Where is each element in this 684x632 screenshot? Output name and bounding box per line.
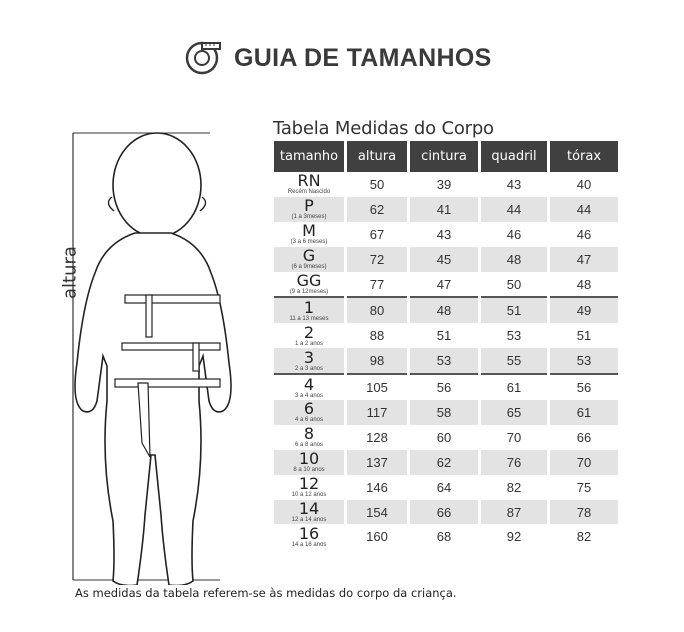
- table-body: [274, 172, 618, 549]
- measure-altura: 146: [346, 475, 409, 500]
- measure-altura: 88: [346, 323, 409, 348]
- size-age-range: 12 a 14 anos: [291, 517, 327, 524]
- table-row: [274, 348, 618, 374]
- measure-quadril: 87: [480, 500, 549, 525]
- size-code: G: [302, 246, 316, 266]
- size-age-range: 2 a 3 anos: [294, 365, 324, 372]
- measure-torax: 40: [549, 172, 619, 197]
- measure-quadril: 55: [480, 348, 549, 374]
- measure-torax: 70: [549, 450, 619, 475]
- measure-altura: 62: [346, 197, 409, 222]
- child-body-illustration: [50, 125, 275, 585]
- table-row: [274, 297, 618, 323]
- measure-cintura: 53: [409, 348, 480, 374]
- measure-altura: 72: [346, 247, 409, 272]
- table-row: [274, 450, 618, 475]
- column-header-tamanho: tamanho: [274, 141, 346, 172]
- measure-cintura: 47: [409, 272, 480, 298]
- size-code: M: [302, 221, 316, 241]
- column-header-cintura: cintura: [409, 141, 480, 172]
- size-code: P: [304, 196, 314, 216]
- size-cell: [274, 400, 346, 425]
- measure-cintura: 58: [409, 400, 480, 425]
- size-cell: [274, 348, 346, 374]
- measure-torax: 47: [549, 247, 619, 272]
- table-row: [274, 475, 618, 500]
- measure-quadril: 92: [480, 524, 549, 549]
- measure-altura: 50: [346, 172, 409, 197]
- size-code: 1: [303, 297, 315, 317]
- measure-quadril: 44: [480, 197, 549, 222]
- size-age-range: 4 a 6 anos: [294, 417, 324, 424]
- measure-cintura: 48: [409, 297, 480, 323]
- table-row: [274, 247, 618, 272]
- table-row: [274, 197, 618, 222]
- measure-torax: 56: [549, 374, 619, 400]
- measure-torax: 49: [549, 297, 619, 323]
- page-title: GUIA DE TAMANHOS: [234, 43, 492, 72]
- measure-torax: 53: [549, 348, 619, 374]
- size-age-range: 6 a 8 anos: [294, 442, 324, 449]
- measure-altura: 77: [346, 272, 409, 298]
- measure-torax: 46: [549, 222, 619, 247]
- measure-torax: 44: [549, 197, 619, 222]
- table-title: Tabela Medidas do Corpo: [273, 118, 494, 139]
- measure-altura: 154: [346, 500, 409, 525]
- measure-quadril: 43: [480, 172, 549, 197]
- column-header-altura: altura: [346, 141, 409, 172]
- size-code: 10: [298, 449, 320, 469]
- size-cell: [274, 272, 346, 298]
- table-row: [274, 222, 618, 247]
- measure-cintura: 51: [409, 323, 480, 348]
- measure-cintura: 68: [409, 524, 480, 549]
- size-code: 16: [298, 523, 320, 543]
- table-row: [274, 500, 618, 525]
- measure-torax: 78: [549, 500, 619, 525]
- size-age-range: 3 a 4 anos: [294, 392, 324, 399]
- measure-quadril: 48: [480, 247, 549, 272]
- measure-torax: 75: [549, 475, 619, 500]
- measure-torax: 51: [549, 323, 619, 348]
- measure-cintura: 66: [409, 500, 480, 525]
- size-age-range: (6 a 9meses): [291, 264, 327, 271]
- size-code: GG: [296, 271, 322, 290]
- measure-torax: 61: [549, 400, 619, 425]
- height-axis-label: altura: [59, 246, 81, 299]
- measure-cintura: 41: [409, 197, 480, 222]
- size-age-range: Recém Nascido: [287, 189, 331, 196]
- measure-altura: 160: [346, 524, 409, 549]
- size-code: 4: [303, 374, 315, 394]
- size-cell: [274, 172, 346, 197]
- measure-cintura: 64: [409, 475, 480, 500]
- table-row: [274, 524, 618, 549]
- size-age-range: (1 a 3meses): [291, 214, 327, 221]
- size-code: 6: [303, 399, 315, 419]
- size-cell: [274, 450, 346, 475]
- measure-torax: 66: [549, 425, 619, 450]
- measure-altura: 128: [346, 425, 409, 450]
- measure-quadril: 51: [480, 297, 549, 323]
- measure-quadril: 70: [480, 425, 549, 450]
- measure-quadril: 53: [480, 323, 549, 348]
- size-code: 12: [298, 474, 320, 494]
- measure-torax: 82: [549, 524, 619, 549]
- measure-cintura: 43: [409, 222, 480, 247]
- measure-cintura: 60: [409, 425, 480, 450]
- measure-altura: 137: [346, 450, 409, 475]
- size-cell: [274, 323, 346, 348]
- size-code: 2: [303, 322, 315, 342]
- size-cell: [274, 425, 346, 450]
- measure-quadril: 50: [480, 272, 549, 298]
- measure-cintura: 39: [409, 172, 480, 197]
- measuring-tape-icon: [184, 38, 224, 78]
- table-row: [274, 323, 618, 348]
- measure-cintura: 45: [409, 247, 480, 272]
- size-cell: [274, 475, 346, 500]
- size-cell: [274, 297, 346, 323]
- table-row: [274, 400, 618, 425]
- measure-cintura: 56: [409, 374, 480, 400]
- size-chart-table: [274, 141, 618, 549]
- size-code: 3: [303, 347, 315, 367]
- size-age-range: (9 a 12meses): [289, 289, 329, 295]
- size-age-range: 1 a 2 anos: [294, 340, 324, 347]
- measure-quadril: 46: [480, 222, 549, 247]
- table-row: [274, 272, 618, 298]
- measure-cintura: 62: [409, 450, 480, 475]
- page-header: [184, 38, 492, 78]
- measure-quadril: 65: [480, 400, 549, 425]
- measure-torax: 48: [549, 272, 619, 298]
- size-cell: [274, 524, 346, 549]
- table-row: [274, 425, 618, 450]
- measure-altura: 98: [346, 348, 409, 374]
- size-code: 8: [303, 424, 315, 444]
- size-cell: [274, 222, 346, 247]
- measure-altura: 117: [346, 400, 409, 425]
- measure-altura: 105: [346, 374, 409, 400]
- size-cell: [274, 247, 346, 272]
- size-age-range: (3 a 6 meses): [290, 239, 328, 246]
- measure-quadril: 61: [480, 374, 549, 400]
- column-header-quadril: quadril: [480, 141, 549, 172]
- size-code: RN: [297, 171, 321, 191]
- column-header-torax: tórax: [549, 141, 619, 172]
- table-header-row: [274, 141, 618, 172]
- size-cell: [274, 374, 346, 400]
- measure-altura: 80: [346, 297, 409, 323]
- measure-quadril: 82: [480, 475, 549, 500]
- size-age-range: 8 a 10 anos: [293, 467, 325, 474]
- measure-quadril: 76: [480, 450, 549, 475]
- size-cell: [274, 197, 346, 222]
- size-code: 14: [298, 499, 320, 519]
- size-cell: [274, 500, 346, 525]
- measure-altura: 67: [346, 222, 409, 247]
- table-row: [274, 374, 618, 400]
- size-age-range: 11 a 13 meses: [289, 315, 329, 322]
- footnote: As medidas da tabela referem-se às medidas do corpo da criança.: [75, 586, 457, 600]
- size-age-range: 10 a 12 anos: [291, 492, 327, 499]
- size-age-range: 14 a 16 anos: [291, 541, 327, 548]
- table-row: [274, 172, 618, 197]
